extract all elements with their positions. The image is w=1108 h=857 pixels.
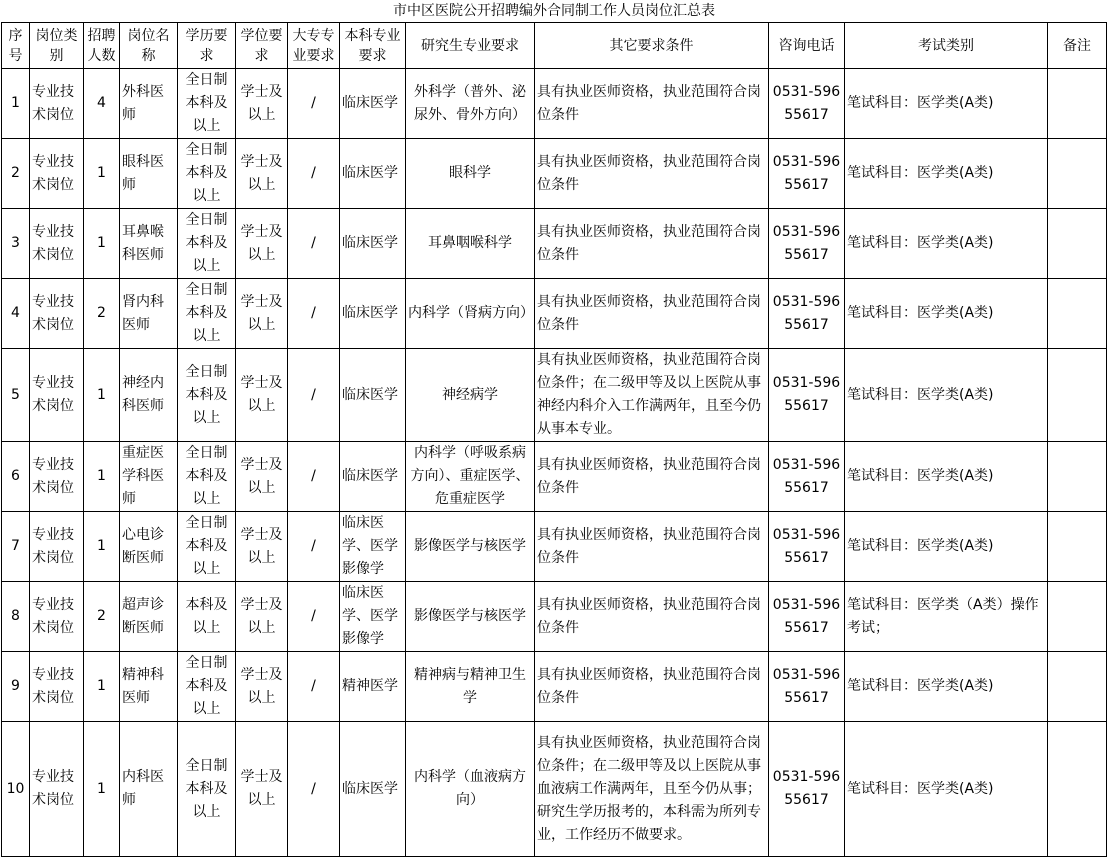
header-cell: 岗位类别 <box>30 23 84 69</box>
exam-type-cell[interactable]: 笔试科目：医学类(A类) <box>845 722 1048 857</box>
header-cell: 学历要求 <box>178 23 236 69</box>
graduate-major-req-cell[interactable]: 影像医学与核医学 <box>406 512 535 582</box>
remarks-cell[interactable] <box>1048 442 1107 512</box>
job-category-cell[interactable]: 专业技术岗位 <box>30 279 84 349</box>
hire-count-cell[interactable]: 1 <box>84 442 120 512</box>
college-major-req-cell[interactable]: / <box>288 582 340 652</box>
contact-phone-cell[interactable]: 0531-59655617 <box>769 512 845 582</box>
remarks-cell[interactable] <box>1048 209 1107 279</box>
degree-req-cell[interactable]: 学士及以上 <box>236 512 288 582</box>
hire-count-cell[interactable]: 1 <box>84 722 120 857</box>
job-category-cell[interactable]: 专业技术岗位 <box>30 582 84 652</box>
hire-count-cell[interactable]: 1 <box>84 652 120 722</box>
contact-phone-cell[interactable]: 0531-59655617 <box>769 279 845 349</box>
header-cell: 考试类别 <box>845 23 1048 69</box>
degree-req-cell[interactable]: 学士及以上 <box>236 652 288 722</box>
education-req-cell[interactable]: 本科及以上 <box>178 582 236 652</box>
table-row <box>2 652 1107 722</box>
job-title-cell[interactable]: 超声诊断医师 <box>120 582 178 652</box>
graduate-major-req-cell[interactable]: 影像医学与核医学 <box>406 582 535 652</box>
row-number-cell[interactable]: 4 <box>2 279 30 349</box>
job-title-cell[interactable]: 肾内科医师 <box>120 279 178 349</box>
education-req-cell[interactable]: 全日制本科及以上 <box>178 209 236 279</box>
contact-phone-cell[interactable]: 0531-59655617 <box>769 69 845 139</box>
table-row <box>2 209 1107 279</box>
hire-count-cell[interactable]: 2 <box>84 582 120 652</box>
table-row <box>2 512 1107 582</box>
degree-req-cell[interactable]: 学士及以上 <box>236 279 288 349</box>
header-cell: 咨询电话 <box>769 23 845 69</box>
degree-req-cell[interactable]: 学士及以上 <box>236 139 288 209</box>
education-req-cell[interactable]: 全日制本科及以上 <box>178 442 236 512</box>
table-title: 市中区医院公开招聘编外合同制工作人员岗位汇总表 <box>393 3 715 19</box>
hire-count-cell[interactable]: 1 <box>84 512 120 582</box>
college-major-req-cell[interactable]: / <box>288 69 340 139</box>
exam-type-cell[interactable]: 笔试科目：医学类(A类) <box>845 69 1048 139</box>
exam-type-cell[interactable]: 笔试科目：医学类（A类）操作考试； <box>845 582 1048 652</box>
other-requirements-cell[interactable]: 具有执业医师资格，执业范围符合岗位条件；在二级甲等及以上医院从事血液病工作满两年，且至今仍从事；研究生学历报考的，本科需为所列专业，工作经历不做要求。 <box>535 722 769 857</box>
header-cell: 序号 <box>2 23 30 69</box>
header-cell: 招聘人数 <box>84 23 120 69</box>
graduate-major-req-cell[interactable]: 眼科学 <box>406 139 535 209</box>
other-requirements-cell[interactable]: 具有执业医师资格，执业范围符合岗位条件；在二级甲等及以上医院从事神经内科介入工作满两年，且至今仍从事本专业。 <box>535 349 769 442</box>
contact-phone-cell[interactable]: 0531-59655617 <box>769 442 845 512</box>
table-row <box>2 582 1107 652</box>
other-requirements-cell[interactable]: 具有执业医师资格，执业范围符合岗位条件 <box>535 652 769 722</box>
hire-count-cell[interactable]: 2 <box>84 279 120 349</box>
bachelor-major-req-cell[interactable]: 临床医学 <box>340 349 406 442</box>
graduate-major-req-cell[interactable]: 耳鼻咽喉科学 <box>406 209 535 279</box>
job-title-cell[interactable]: 外科医师 <box>120 69 178 139</box>
job-title-cell[interactable]: 耳鼻喉科医师 <box>120 209 178 279</box>
header-cell: 本科专业要求 <box>340 23 406 69</box>
row-number-cell[interactable]: 10 <box>2 722 30 857</box>
bachelor-major-req-cell[interactable]: 临床医学 <box>340 442 406 512</box>
degree-req-cell[interactable]: 学士及以上 <box>236 722 288 857</box>
contact-phone-cell[interactable]: 0531-59655617 <box>769 139 845 209</box>
remarks-cell[interactable] <box>1048 652 1107 722</box>
exam-type-cell[interactable]: 笔试科目：医学类(A类) <box>845 279 1048 349</box>
graduate-major-req-cell[interactable]: 内科学（肾病方向） <box>406 279 535 349</box>
education-req-cell[interactable]: 全日制本科及以上 <box>178 139 236 209</box>
bachelor-major-req-cell[interactable]: 精神医学 <box>340 652 406 722</box>
exam-type-cell[interactable]: 笔试科目：医学类(A类) <box>845 139 1048 209</box>
college-major-req-cell[interactable]: / <box>288 442 340 512</box>
job-category-cell[interactable]: 专业技术岗位 <box>30 652 84 722</box>
row-number-cell[interactable]: 9 <box>2 652 30 722</box>
header-cell: 其它要求条件 <box>535 23 769 69</box>
college-major-req-cell[interactable]: / <box>288 349 340 442</box>
education-req-cell[interactable]: 全日制本科及以上 <box>178 512 236 582</box>
job-category-cell[interactable]: 专业技术岗位 <box>30 722 84 857</box>
remarks-cell[interactable] <box>1048 69 1107 139</box>
job-category-cell[interactable]: 专业技术岗位 <box>30 209 84 279</box>
graduate-major-req-cell[interactable]: 内科学（血液病方向） <box>406 722 535 857</box>
bachelor-major-req-cell[interactable]: 临床医学 <box>340 279 406 349</box>
positions-table <box>1 22 1107 857</box>
bachelor-major-req-cell[interactable]: 临床医学、医学影像学 <box>340 512 406 582</box>
other-requirements-cell[interactable]: 具有执业医师资格，执业范围符合岗位条件 <box>535 512 769 582</box>
remarks-cell[interactable] <box>1048 722 1107 857</box>
contact-phone-cell[interactable]: 0531-59655617 <box>769 349 845 442</box>
row-number-cell[interactable]: 3 <box>2 209 30 279</box>
row-number-cell[interactable]: 8 <box>2 582 30 652</box>
contact-phone-cell[interactable]: 0531-59655617 <box>769 209 845 279</box>
table-row <box>2 139 1107 209</box>
education-req-cell[interactable]: 全日制本科及以上 <box>178 349 236 442</box>
college-major-req-cell[interactable]: / <box>288 209 340 279</box>
other-requirements-cell[interactable]: 具有执业医师资格，执业范围符合岗位条件 <box>535 442 769 512</box>
graduate-major-req-cell[interactable]: 精神病与精神卫生学 <box>406 652 535 722</box>
exam-type-cell[interactable]: 笔试科目：医学类(A类) <box>845 349 1048 442</box>
row-number-cell[interactable]: 5 <box>2 349 30 442</box>
exam-type-cell[interactable]: 笔试科目：医学类(A类) <box>845 652 1048 722</box>
job-title-cell[interactable]: 眼科医师 <box>120 139 178 209</box>
job-category-cell[interactable]: 专业技术岗位 <box>30 442 84 512</box>
job-category-cell[interactable]: 专业技术岗位 <box>30 512 84 582</box>
remarks-cell[interactable] <box>1048 139 1107 209</box>
exam-type-cell[interactable]: 笔试科目：医学类(A类) <box>845 209 1048 279</box>
graduate-major-req-cell[interactable]: 内科学（呼吸系病方向）、重症医学、危重症医学 <box>406 442 535 512</box>
table-body <box>2 69 1107 857</box>
job-title-cell[interactable]: 内科医师 <box>120 722 178 857</box>
exam-type-cell[interactable]: 笔试科目：医学类(A类) <box>845 442 1048 512</box>
education-req-cell[interactable]: 全日制本科及以上 <box>178 652 236 722</box>
degree-req-cell[interactable]: 学士及以上 <box>236 69 288 139</box>
header-cell: 学位要求 <box>236 23 288 69</box>
job-category-cell[interactable]: 专业技术岗位 <box>30 69 84 139</box>
other-requirements-cell[interactable]: 具有执业医师资格，执业范围符合岗位条件 <box>535 279 769 349</box>
hire-count-cell[interactable]: 1 <box>84 139 120 209</box>
hire-count-cell[interactable]: 4 <box>84 69 120 139</box>
job-title-cell[interactable]: 神经内科医师 <box>120 349 178 442</box>
remarks-cell[interactable] <box>1048 279 1107 349</box>
bachelor-major-req-cell[interactable]: 临床医学 <box>340 139 406 209</box>
remarks-cell[interactable] <box>1048 512 1107 582</box>
contact-phone-cell[interactable]: 0531-59655617 <box>769 722 845 857</box>
job-title-cell[interactable]: 精神科医师 <box>120 652 178 722</box>
row-number-cell[interactable]: 7 <box>2 512 30 582</box>
degree-req-cell[interactable]: 学士及以上 <box>236 349 288 442</box>
row-number-cell[interactable]: 6 <box>2 442 30 512</box>
other-requirements-cell[interactable]: 具有执业医师资格，执业范围符合岗位条件 <box>535 209 769 279</box>
header-cell: 岗位名称 <box>120 23 178 69</box>
table-row <box>2 722 1107 857</box>
job-category-cell[interactable]: 专业技术岗位 <box>30 139 84 209</box>
header-cell: 备注 <box>1048 23 1107 69</box>
education-req-cell[interactable]: 全日制本科及以上 <box>178 69 236 139</box>
college-major-req-cell[interactable]: / <box>288 652 340 722</box>
job-category-cell[interactable]: 专业技术岗位 <box>30 349 84 442</box>
row-number-cell[interactable]: 1 <box>2 69 30 139</box>
college-major-req-cell[interactable]: / <box>288 512 340 582</box>
header-row <box>2 23 1107 69</box>
college-major-req-cell[interactable]: / <box>288 279 340 349</box>
education-req-cell[interactable]: 全日制本科及以上 <box>178 722 236 857</box>
bachelor-major-req-cell[interactable]: 临床医学 <box>340 69 406 139</box>
degree-req-cell[interactable]: 学士及以上 <box>236 442 288 512</box>
row-number-cell[interactable]: 2 <box>2 139 30 209</box>
degree-req-cell[interactable]: 学士及以上 <box>236 582 288 652</box>
job-title-cell[interactable]: 心电诊断医师 <box>120 512 178 582</box>
contact-phone-cell[interactable]: 0531-59655617 <box>769 652 845 722</box>
other-requirements-cell[interactable]: 具有执业医师资格，执业范围符合岗位条件 <box>535 582 769 652</box>
exam-type-cell[interactable]: 笔试科目：医学类(A类) <box>845 512 1048 582</box>
table-row <box>2 69 1107 139</box>
bachelor-major-req-cell[interactable]: 临床医学、医学影像学 <box>340 582 406 652</box>
job-title-cell[interactable]: 重症医学科医师 <box>120 442 178 512</box>
bachelor-major-req-cell[interactable]: 临床医学 <box>340 209 406 279</box>
college-major-req-cell[interactable]: / <box>288 722 340 857</box>
graduate-major-req-cell[interactable]: 神经病学 <box>406 349 535 442</box>
table-row <box>2 279 1107 349</box>
header-cell: 研究生专业要求 <box>406 23 535 69</box>
education-req-cell[interactable]: 全日制本科及以上 <box>178 279 236 349</box>
hire-count-cell[interactable]: 1 <box>84 209 120 279</box>
table-row <box>2 349 1107 442</box>
degree-req-cell[interactable]: 学士及以上 <box>236 209 288 279</box>
college-major-req-cell[interactable]: / <box>288 139 340 209</box>
header-cell: 大专专业要求 <box>288 23 340 69</box>
hire-count-cell[interactable]: 1 <box>84 349 120 442</box>
remarks-cell[interactable] <box>1048 349 1107 442</box>
other-requirements-cell[interactable]: 具有执业医师资格，执业范围符合岗位条件 <box>535 69 769 139</box>
other-requirements-cell[interactable]: 具有执业医师资格，执业范围符合岗位条件 <box>535 139 769 209</box>
remarks-cell[interactable] <box>1048 582 1107 652</box>
contact-phone-cell[interactable]: 0531-59655617 <box>769 582 845 652</box>
bachelor-major-req-cell[interactable]: 临床医学 <box>340 722 406 857</box>
graduate-major-req-cell[interactable]: 外科学（普外、泌尿外、骨外方向） <box>406 69 535 139</box>
table-row <box>2 442 1107 512</box>
